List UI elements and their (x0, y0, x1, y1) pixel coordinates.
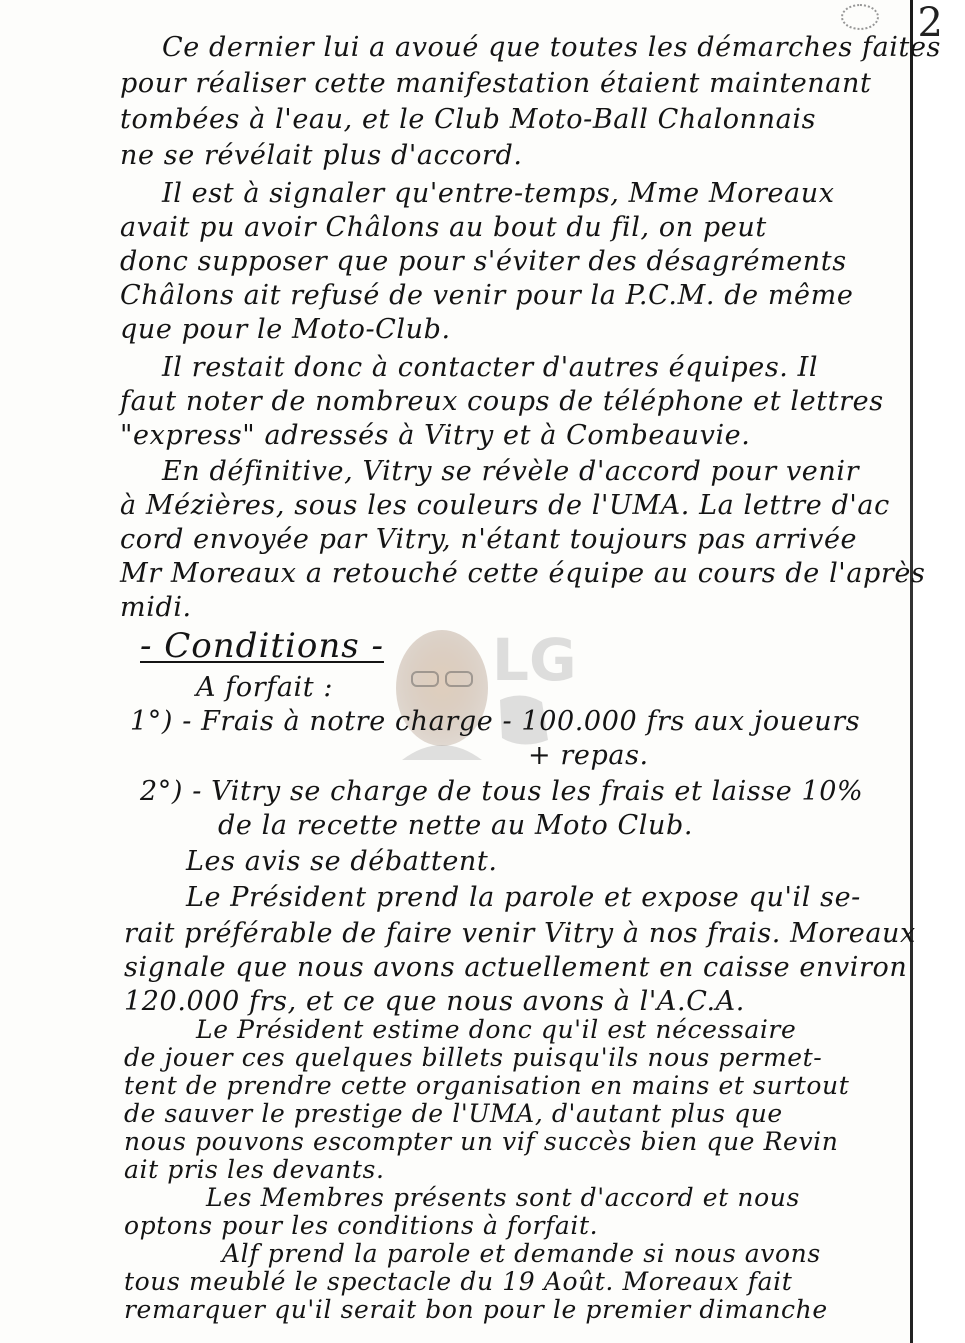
watermark-text: LG (492, 626, 577, 694)
text-line: donc supposer que pour s'éviter des désagréments (120, 246, 847, 277)
text-line: 2°) - Vitry se charge de tous les frais et laisse 10% (140, 776, 864, 807)
text-line: Mr Moreaux a retouché cette équipe au cours de l'après (120, 558, 926, 589)
text-line: Le Président estime donc qu'il est nécessaire (196, 1015, 797, 1044)
text-line: pour réaliser cette manifestation étaient maintenant (120, 68, 872, 99)
text-line: Les Membres présents sont d'accord et nous (206, 1183, 800, 1212)
text-line: ait pris les devants. (124, 1155, 385, 1184)
text-line: que pour le Moto-Club. (120, 314, 451, 345)
text-line: faut noter de nombreux coups de téléphone et lettres (120, 386, 884, 417)
text-line: Ce dernier lui a avoué que toutes les démarches faites (162, 32, 942, 63)
text-line: remarquer qu'il serait bon pour le premier dimanche (124, 1295, 828, 1324)
text-line: Alf prend la parole et demande si nous avons (222, 1239, 821, 1268)
text-line: tent de prendre cette organisation en mains et surtout (124, 1071, 850, 1100)
text-line: optons pour les conditions à forfait. (124, 1211, 599, 1240)
text-line: ne se révélait plus d'accord. (120, 140, 523, 171)
text-line: Il restait donc à contacter d'autres équipes. Il (162, 352, 819, 383)
text-line: 120.000 frs, et ce que nous avons à l'A.C.A. (124, 986, 745, 1017)
text-line: avait pu avoir Châlons au bout du fil, on peut (120, 212, 767, 243)
text-line: + repas. (528, 740, 649, 771)
text-line: de la recette nette au Moto Club. (218, 810, 694, 841)
text-line: rait préférable de faire venir Vitry à nos frais. Moreaux (124, 918, 916, 949)
text-line: Il est à signaler qu'entre-temps, Mme Moreaux (162, 178, 835, 209)
text-line: 1°) - Frais à notre charge - 100.000 frs aux joueurs (130, 706, 861, 737)
text-line: En définitive, Vitry se révèle d'accord pour venir (162, 456, 860, 487)
text-line: nous pouvons escompter un vif succès bien que Revin (124, 1127, 839, 1156)
text-line: à Mézières, sous les couleurs de l'UMA. La lettre d'ac (120, 490, 890, 521)
text-line: Le Président prend la parole et expose qu'il se- (186, 882, 861, 913)
page-number: 2 (917, 0, 943, 46)
text-line: Châlons ait refusé de venir pour la P.C.M. de même (120, 280, 854, 311)
text-line: midi. (120, 592, 192, 623)
text-line: cord envoyée par Vitry, n'étant toujours pas arrivée (120, 524, 858, 555)
section-heading (140, 626, 384, 666)
text-line: signale que nous avons actuellement en caisse environ (124, 952, 908, 983)
conditions-heading: - Conditions - (140, 626, 384, 666)
text-line: tombées à l'eau, et le Club Moto-Ball Chalonnais (120, 104, 817, 135)
text-line: tous meublé le spectacle du 19 Août. Moreaux fait (124, 1267, 793, 1296)
text-line: "express" adressés à Vitry et à Combeauvie. (120, 420, 751, 451)
text-line: A forfait : (196, 672, 334, 703)
text-line: Les avis se débattent. (186, 846, 498, 877)
text-line: de jouer ces quelques billets puisqu'ils nous permet- (124, 1043, 823, 1072)
text-line: de sauver le prestige de l'UMA, d'autant plus que (124, 1099, 783, 1128)
